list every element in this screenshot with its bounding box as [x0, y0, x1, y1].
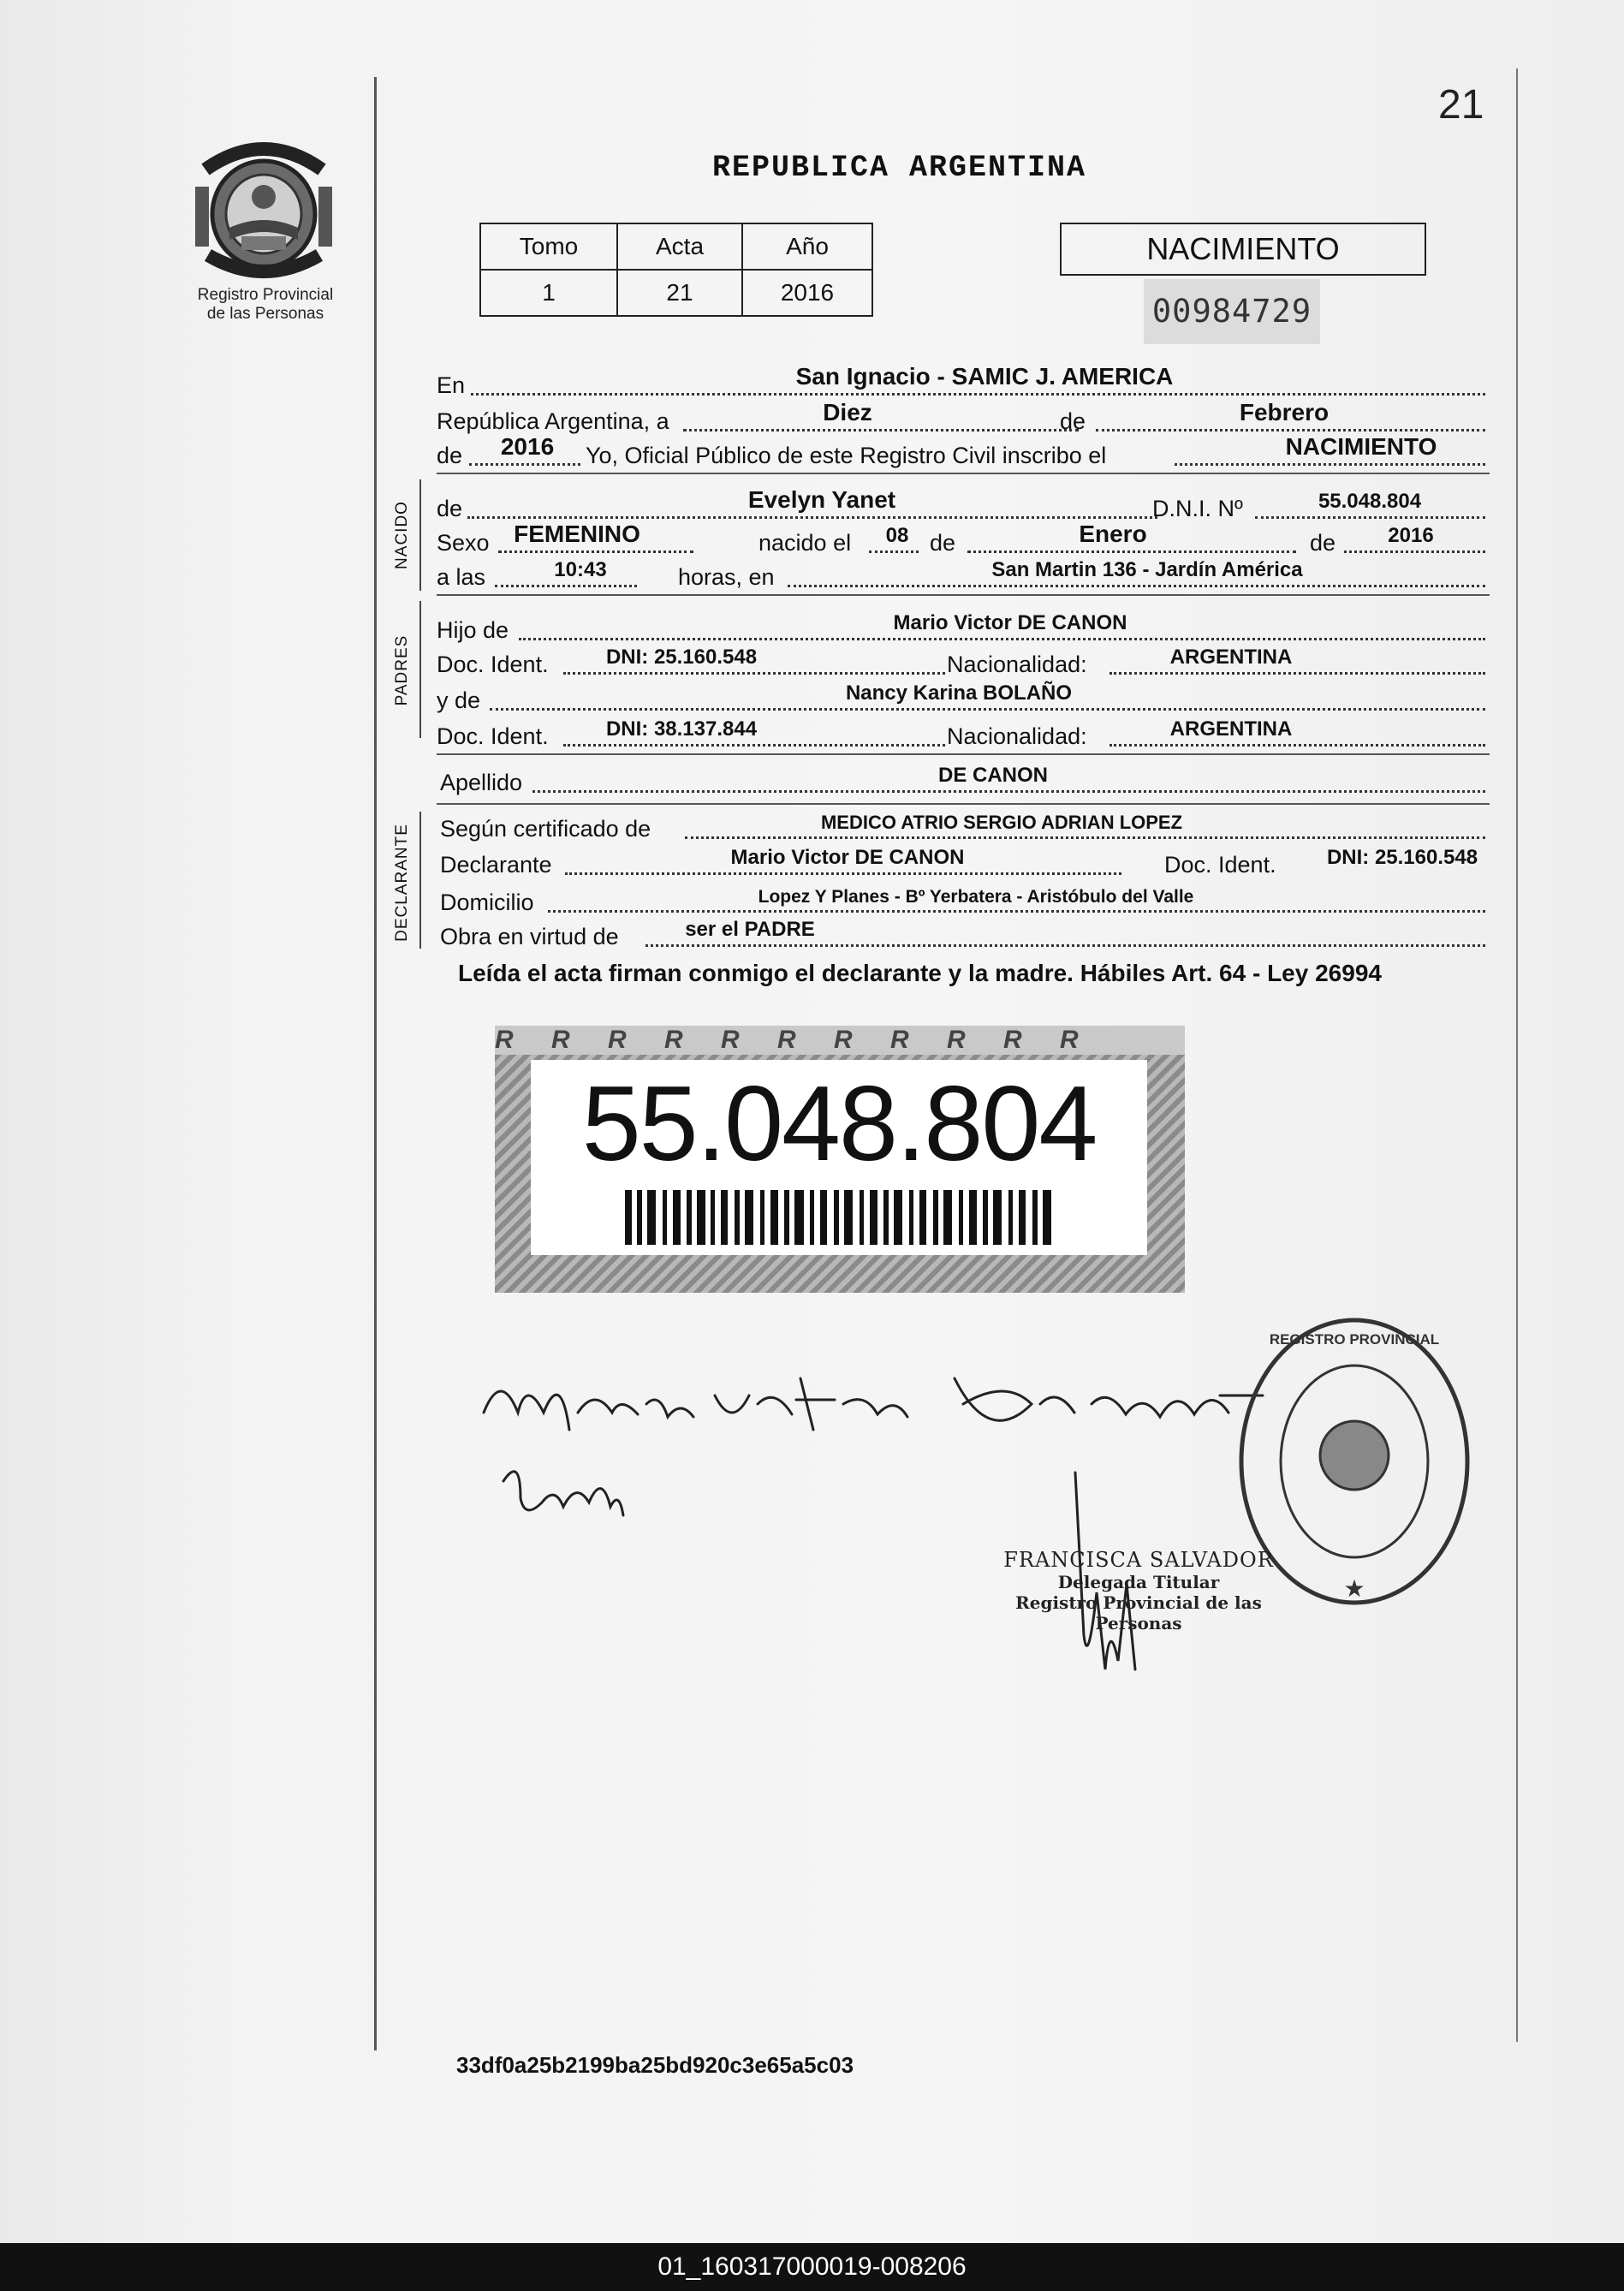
row-reason	[437, 918, 1485, 952]
father-doc-label: Doc. Ident.	[437, 652, 549, 677]
certificate-value: MEDICO ATRIO SERGIO ADRIAN LOPEZ	[820, 812, 1183, 833]
acta-header: Acta	[617, 223, 742, 270]
sticker-pattern: R R R R R R R R R R R	[495, 1026, 1185, 1055]
book-table-header-row	[480, 223, 872, 270]
declarante-section-label: DECLARANTE	[393, 824, 411, 942]
row-surname	[437, 764, 1485, 798]
section-rule	[437, 594, 1490, 596]
logo-caption-line-2: de las Personas	[206, 305, 324, 323]
official-title: Delegada Titular	[1057, 1572, 1220, 1592]
row-father-doc	[437, 646, 1485, 680]
month-value: Febrero	[1239, 399, 1330, 425]
row-declarant	[437, 846, 1485, 880]
domicilio-label: Domicilio	[440, 890, 534, 915]
father-name: Mario Victor DE CANON	[893, 611, 1127, 634]
padres-section-label: PADRES	[393, 634, 411, 706]
mother-name: Nancy Karina BOLAÑO	[845, 681, 1073, 705]
nacido-de-label: de	[437, 496, 463, 521]
de2-label: de	[437, 443, 463, 468]
father-nat-label: Nacionalidad:	[947, 652, 1087, 677]
birth-year: 2016	[1388, 524, 1434, 547]
surname-value: DE CANON	[937, 764, 1049, 787]
tomo-header: Tomo	[480, 223, 617, 270]
child-dni-label: D.N.I. Nº	[1152, 496, 1243, 521]
event-value: NACIMIENTO	[1285, 433, 1437, 460]
registro-label: Yo, Oficial Público de este Registro Civil inscribo el	[586, 443, 1107, 468]
sticker-dni-number: 55.048.804	[581, 1065, 1097, 1183]
tomo-value: 1	[480, 270, 617, 316]
row-mother-doc	[437, 717, 1485, 752]
birth-address: San Martin 136 - Jardín América	[991, 558, 1303, 581]
declarant-doc-label: Doc. Ident.	[1164, 852, 1276, 878]
year-value: 2016	[500, 433, 555, 460]
row-time-place	[437, 558, 1485, 592]
row-event	[437, 433, 1485, 471]
y-de-label: y de	[437, 687, 481, 713]
declarante-label: Declarante	[440, 852, 552, 878]
row-child-name	[437, 486, 1485, 524]
row-sex-birthdate	[437, 521, 1485, 558]
book-table-value-row	[480, 270, 872, 316]
en-label: En	[437, 372, 466, 398]
father-nationality: ARGENTINA	[1169, 646, 1293, 669]
a-las-label: a las	[437, 564, 486, 590]
de-label: de	[1060, 408, 1086, 434]
republica-label: República Argentina, a	[437, 408, 669, 434]
declarant-name: Mario Victor DE CANON	[730, 846, 965, 869]
sexo-value: FEMENINO	[514, 521, 640, 547]
nacido-section-label: NACIDO	[393, 501, 411, 569]
birth-month: Enero	[1079, 521, 1147, 547]
hijo-de-label: Hijo de	[437, 617, 509, 643]
certificado-label: Según certificado de	[440, 816, 651, 842]
logo-caption-line-1: Registro Provincial	[197, 286, 334, 304]
apellido-label: Apellido	[440, 770, 523, 795]
official-office: Registro Provincial de las Personas	[1015, 1592, 1262, 1633]
barcode-graphic	[625, 1190, 1053, 1245]
official-signature	[1058, 1464, 1144, 1678]
serial-number: 00984729	[1144, 279, 1320, 344]
birth-hour: 10:43	[554, 558, 607, 581]
address-value: Lopez Y Planes - Bº Yerbatera - Aristóbulo del Valle	[758, 887, 1194, 907]
mother-signature	[495, 1455, 632, 1532]
svg-text:REGISTRO PROVINCIAL: REGISTRO PROVINCIAL	[1269, 1331, 1440, 1348]
book-reference-table	[479, 223, 873, 317]
day-value: Diez	[823, 399, 872, 425]
sticker-label	[531, 1060, 1147, 1255]
dni-sticker	[495, 1026, 1185, 1293]
official-name: FRANCISCA SALVADOR	[1003, 1548, 1274, 1572]
birth-day: 08	[885, 524, 909, 547]
nacido-el-label: nacido el	[758, 530, 852, 556]
section-rule	[437, 473, 1490, 474]
closing-note: Leída el acta firman conmigo el declarante y la madre. Hábiles Art. 64 - Ley 26994	[458, 960, 1382, 986]
row-date	[437, 399, 1485, 437]
mother-nationality: ARGENTINA	[1169, 717, 1293, 741]
row-father	[437, 611, 1485, 646]
child-dni: 55.048.804	[1318, 490, 1422, 513]
child-name: Evelyn Yanet	[747, 486, 896, 513]
reason-value: ser el PADRE	[685, 918, 815, 941]
row-place	[437, 363, 1485, 401]
row-certificate	[437, 810, 1485, 844]
mother-doc: DNI: 38.137.844	[605, 717, 758, 741]
right-margin-rule	[1516, 68, 1518, 2042]
svg-text:★: ★	[1343, 1574, 1365, 1603]
section-rule	[437, 803, 1490, 805]
section-rule	[437, 753, 1490, 755]
obra-label: Obra en virtud de	[440, 924, 619, 949]
declarant-doc: DNI: 25.160.548	[1326, 846, 1478, 869]
place-value: San Ignacio - SAMIC J. AMERICA	[795, 363, 1174, 390]
nacido-de3-label: de	[1310, 530, 1336, 556]
declarant-signature	[475, 1353, 1271, 1464]
ano-value: 2016	[742, 270, 872, 316]
father-doc: DNI: 25.160.548	[605, 646, 758, 669]
province-seal-logo	[195, 135, 332, 288]
logo-caption	[175, 286, 355, 324]
page-number: 21	[1438, 82, 1484, 128]
country-heading: REPUBLICA ARGENTINA	[712, 151, 1087, 185]
mother-doc-label: Doc. Ident.	[437, 723, 549, 749]
row-mother	[437, 681, 1485, 716]
act-type-box: NACIMIENTO	[1060, 223, 1426, 276]
sexo-label: Sexo	[437, 530, 490, 556]
document-hash: 33df0a25b2199ba25bd920c3e65a5c03	[456, 2052, 854, 2078]
row-address	[437, 884, 1485, 918]
nacido-de2-label: de	[930, 530, 956, 556]
ano-header: Año	[742, 223, 872, 270]
mother-nat-label: Nacionalidad:	[947, 723, 1087, 749]
left-margin-rule	[374, 77, 377, 2050]
acta-value: 21	[617, 270, 742, 316]
scan-footer-id: 01_160317000019-008206	[0, 2243, 1624, 2291]
horas-label: horas, en	[678, 564, 775, 590]
